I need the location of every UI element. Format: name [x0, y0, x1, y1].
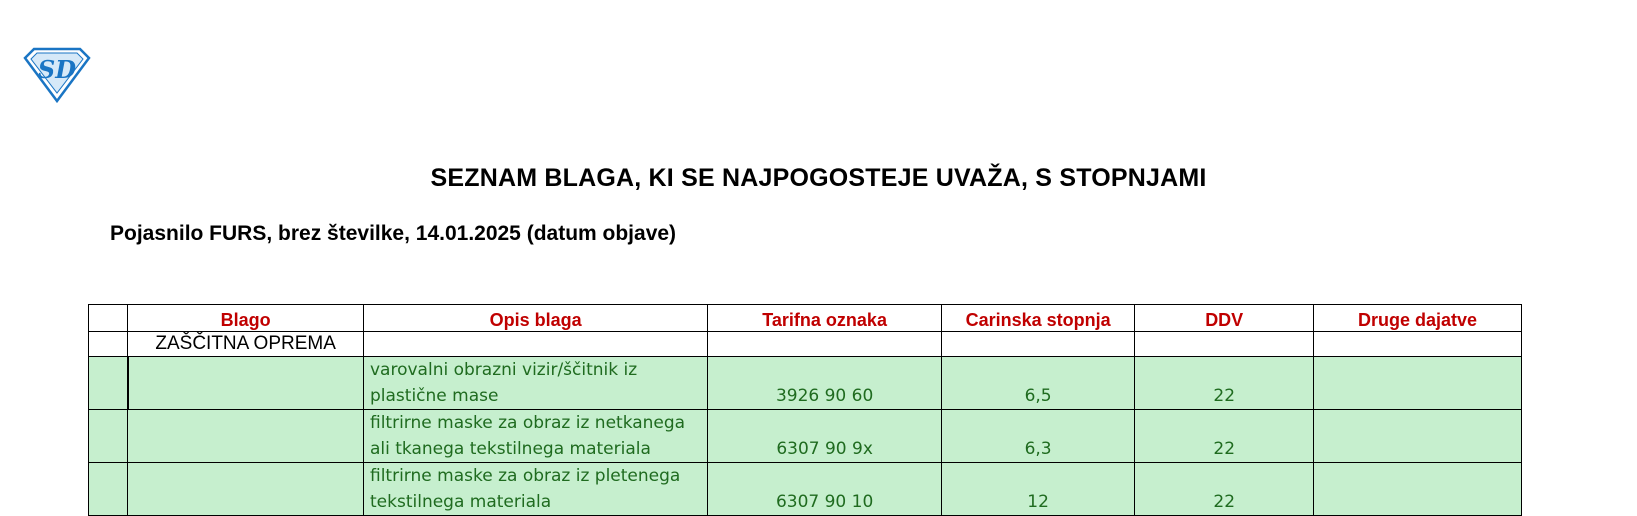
carinska-cell: 6,5 — [941, 357, 1134, 410]
header-opis-blaga: Opis blaga — [364, 305, 708, 332]
header-druge-dajatve: Druge dajatve — [1314, 305, 1522, 332]
opis-cell: filtrirne maske za obraz iz netkanega ali tkanega tekstilnega materiala — [364, 410, 708, 463]
category-label: ZAŠČITNA OPREMA — [128, 332, 364, 357]
header-index — [89, 305, 128, 332]
header-blago: Blago — [128, 305, 364, 332]
page-title: SEZNAM BLAGA, KI SE NAJPOGOSTEJE UVAŽA, S STOPNJAMI — [430, 164, 1207, 192]
table-row — [89, 410, 1522, 463]
ddv-cell: 22 — [1135, 463, 1314, 516]
tarifna-cell: 3926 90 60 — [708, 357, 942, 410]
opis-cell: filtrirne maske za obraz iz pletenega tekstilnega materiala — [364, 463, 708, 516]
page-subtitle: Pojasnilo FURS, brez številke, 14.01.2025 (datum objave) — [110, 222, 677, 245]
table-cell — [1135, 332, 1314, 357]
goods-table — [88, 304, 1522, 516]
header-carinska-stopnja: Carinska stopnja — [941, 305, 1134, 332]
table-cell — [941, 332, 1134, 357]
table-cell — [708, 332, 942, 357]
ddv-cell: 22 — [1135, 357, 1314, 410]
table-header-row — [89, 305, 1522, 332]
ddv-cell: 22 — [1135, 410, 1314, 463]
table-cell — [89, 463, 128, 516]
sd-logo — [22, 46, 92, 104]
table-cell — [89, 332, 128, 357]
carinska-cell: 12 — [941, 463, 1134, 516]
table-row — [89, 357, 1522, 410]
table-cell — [128, 357, 364, 410]
opis-cell: varovalni obrazni vizir/ščitnik iz plastične mase — [364, 357, 708, 410]
tarifna-cell: 6307 90 9x — [708, 410, 942, 463]
table-cell — [89, 410, 128, 463]
table-cell — [128, 463, 364, 516]
tarifna-cell: 6307 90 10 — [708, 463, 942, 516]
druge-cell — [1314, 463, 1522, 516]
table-cell — [128, 410, 364, 463]
table-cell — [1314, 332, 1522, 357]
category-row — [89, 332, 1522, 357]
table-cell — [364, 332, 708, 357]
table-row — [89, 463, 1522, 516]
carinska-cell: 6,3 — [941, 410, 1134, 463]
druge-cell — [1314, 410, 1522, 463]
header-ddv: DDV — [1135, 305, 1314, 332]
druge-cell — [1314, 357, 1522, 410]
table-cell — [89, 357, 128, 410]
header-tarifna-oznaka: Tarifna oznaka — [708, 305, 942, 332]
svg-text:SD: SD — [37, 55, 77, 84]
